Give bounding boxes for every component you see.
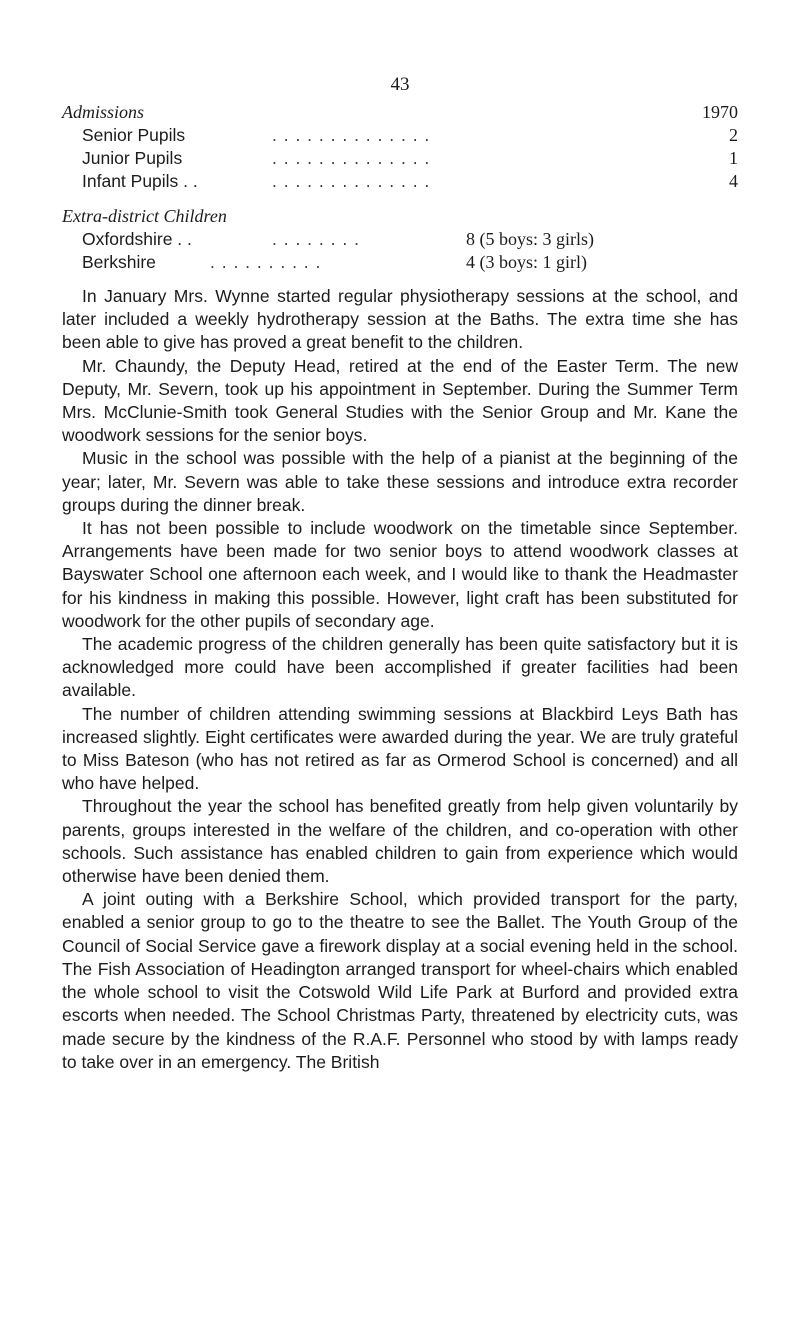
- page-content: [62, 101, 738, 1074]
- extra-district-value: 4 (3 boys: 1 girl): [466, 252, 587, 272]
- admissions-year: 1970: [702, 102, 738, 122]
- dot-leaders: . . . . . . . . . . . . . .: [272, 171, 431, 191]
- paragraph: Mr. Chaundy, the Deputy Head, retired at the end of the Easter Term. The new Deputy, Mr. Severn, took up his appointment in September. During the Summer Term Mrs. McClunie-Smith took General Studies with the Senior Group and Mr. Kane the woodwork sessions for the senior boys.: [62, 355, 738, 446]
- page-number: 43: [390, 74, 410, 95]
- paragraph: The academic progress of the children generally has been quite satisfactory but it is acknowledged more could have been accomplished if greater facilities had been available.: [62, 634, 738, 701]
- admissions-row-infant: [62, 170, 738, 193]
- paragraph: In January Mrs. Wynne started regular physiotherapy sessions at the school, and later included a weekly hydrotherapy session at the Baths. The extra time she has been able to give has proved a great benefit to the children.: [62, 286, 738, 353]
- extra-district-heading: Extra-district Children: [62, 206, 227, 226]
- admissions-heading: Admissions: [62, 102, 145, 122]
- admissions-value: 2: [729, 125, 738, 145]
- dot-leaders: . . . . . . . .: [272, 229, 360, 249]
- extra-district-row-oxfordshire: [62, 228, 738, 251]
- admissions-value: 4: [729, 171, 738, 191]
- paragraph: Music in the school was possible with the help of a pianist at the beginning of the year; later, Mr. Severn was able to take these sessions and introduce extra recorder groups during the dinner break.: [62, 448, 738, 515]
- admissions-row-senior: [62, 124, 738, 147]
- admissions-value: 1: [729, 148, 738, 168]
- paragraph: Throughout the year the school has benefited greatly from help given voluntarily by parents, groups interested in the welfare of the children, and co-operation with other schools. Such assistance has enabled children to gain from experience which would otherwise have been denied them.: [62, 796, 738, 887]
- paragraph: It has not been possible to include woodwork on the timetable since September. Arrangements have been made for two senior boys to attend woodwork classes at Bayswater School one afternoon each week, and I would like to thank the Headmaster for his kindness in making this possible. However, light craft has been substituted for woodwork for the other pupils of secondary age.: [62, 518, 738, 631]
- admissions-row-junior: [62, 147, 738, 170]
- admissions-label: Infant Pupils . .: [82, 171, 198, 191]
- extra-district-row-berkshire: [62, 251, 738, 274]
- admissions-label: Senior Pupils: [82, 125, 186, 145]
- extra-district-label: Berkshire: [82, 252, 156, 272]
- dot-leaders: . . . . . . . . . . . . . .: [272, 148, 431, 168]
- dot-leaders: . . . . . . . . . . . . . .: [272, 125, 431, 145]
- paragraph: A joint outing with a Berkshire School, which provided transport for the party, enabled a senior group to go to the theatre to see the Ballet. The Youth Group of the Council of Social Service gave a firework display at a social evening held in the school. The Fish Association of Headington arranged transport for wheel-chairs which enabled the whole school to visit the Cotswold Wild Life Park at Burford and provided extra escorts when needed. The School Christmas Party, threatened by electricity cuts, was made secure by the kindness of the R.A.F. Personnel who stood by with lamps ready to take over in an emergency. The British: [62, 889, 738, 1072]
- admissions-label: Junior Pupils: [82, 148, 183, 168]
- paragraph: The number of children attending swimming sessions at Blackbird Leys Bath has increased slightly. Eight certificates were awarded during the year. We are truly grateful to Miss Bateson (who has not retired as far as Ormerod School is concerned) and all who have helped.: [62, 703, 738, 794]
- extra-district-value: 8 (5 boys: 3 girls): [466, 229, 594, 249]
- extra-district-heading-row: [62, 205, 738, 228]
- dot-leaders: . . . . . . . . . .: [210, 252, 322, 272]
- extra-district-label: Oxfordshire . .: [82, 229, 192, 249]
- admissions-heading-row: [62, 101, 738, 124]
